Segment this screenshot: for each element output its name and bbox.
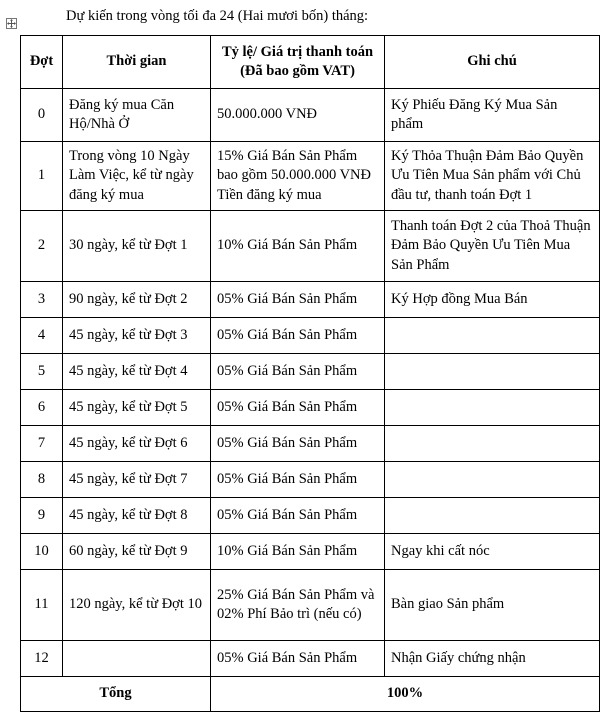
table-row [21,534,600,570]
table-move-handle-icon[interactable] [6,18,17,29]
cell-thoi-gian: 45 ngày, kể từ Đợt 5 [63,390,211,426]
table-row [21,641,600,677]
cell-dot: 2 [21,211,63,282]
table-row [21,426,600,462]
cell-thoi-gian: 30 ngày, kể từ Đợt 1 [63,211,211,282]
table-row [21,89,600,142]
cell-ty-le: 50.000.000 VNĐ [211,89,385,142]
cell-thoi-gian: Trong vòng 10 Ngày Làm Việc, kể từ ngày đăng ký mua [63,142,211,211]
cell-ty-le: 05% Giá Bán Sản Phẩm [211,641,385,677]
cell-thoi-gian: 60 ngày, kể từ Đợt 9 [63,534,211,570]
cell-ty-le: 05% Giá Bán Sản Phẩm [211,426,385,462]
cell-ty-le: 10% Giá Bán Sản Phẩm [211,534,385,570]
cell-thoi-gian: 45 ngày, kể từ Đợt 6 [63,426,211,462]
cell-dot: 4 [21,318,63,354]
cell-thoi-gian: 90 ngày, kể từ Đợt 2 [63,282,211,318]
cell-ghi-chu [385,498,600,534]
cell-ghi-chu: Ký Phiếu Đăng Ký Mua Sản phẩm [385,89,600,142]
table-row [21,142,600,211]
table-row [21,318,600,354]
cell-dot: 8 [21,462,63,498]
table-row [21,498,600,534]
total-value: 100% [211,677,600,712]
header-ty-le: Tỷ lệ/ Giá trị thanh toán (Đã bao gồm VAT) [211,36,385,89]
cell-ghi-chu [385,426,600,462]
header-ghi-chu: Ghi chú [385,36,600,89]
header-row [21,36,600,89]
table-row [21,211,600,282]
cell-ty-le: 05% Giá Bán Sản Phẩm [211,318,385,354]
cell-ghi-chu: Bàn giao Sản phẩm [385,570,600,641]
cell-thoi-gian: 45 ngày, kể từ Đợt 4 [63,354,211,390]
cell-ghi-chu: Thanh toán Đợt 2 của Thoả Thuận Đảm Bảo Quyền Ưu Tiên Mua Sản Phẩm [385,211,600,282]
cell-ty-le: 05% Giá Bán Sản Phẩm [211,498,385,534]
cell-ty-le: 10% Giá Bán Sản Phẩm [211,211,385,282]
header-dot: Đợt [21,36,63,89]
cell-ghi-chu [385,390,600,426]
cell-ghi-chu: Ngay khi cất nóc [385,534,600,570]
cell-dot: 6 [21,390,63,426]
intro-text: Dự kiến trong vòng tối đa 24 (Hai mươi bốn) tháng: [66,8,369,24]
cell-dot: 0 [21,89,63,142]
cell-ty-le: 05% Giá Bán Sản Phẩm [211,282,385,318]
header-thoi-gian: Thời gian [63,36,211,89]
cell-dot: 10 [21,534,63,570]
table-row [21,390,600,426]
cell-ty-le: 25% Giá Bán Sản Phẩm và 02% Phí Bảo trì (nếu có) [211,570,385,641]
cell-thoi-gian: 45 ngày, kể từ Đợt 7 [63,462,211,498]
cell-thoi-gian: 45 ngày, kể từ Đợt 3 [63,318,211,354]
total-row [21,677,600,712]
cell-ghi-chu [385,354,600,390]
table-row [21,462,600,498]
cell-ghi-chu: Nhận Giấy chứng nhận [385,641,600,677]
cell-dot: 11 [21,570,63,641]
cell-thoi-gian: Đăng ký mua Căn Hộ/Nhà Ở [63,89,211,142]
cell-dot: 3 [21,282,63,318]
cell-ty-le: 05% Giá Bán Sản Phẩm [211,390,385,426]
cell-thoi-gian: 45 ngày, kể từ Đợt 8 [63,498,211,534]
cell-dot: 9 [21,498,63,534]
cell-thoi-gian: 120 ngày, kể từ Đợt 10 [63,570,211,641]
cell-dot: 1 [21,142,63,211]
payment-schedule-table [20,35,600,712]
cell-ty-le: 05% Giá Bán Sản Phẩm [211,462,385,498]
cell-ghi-chu [385,318,600,354]
cell-ghi-chu [385,462,600,498]
table-row [21,282,600,318]
table-row [21,570,600,641]
cell-ghi-chu: Ký Hợp đồng Mua Bán [385,282,600,318]
cell-dot: 5 [21,354,63,390]
cell-ty-le: 15% Giá Bán Sản Phẩm bao gồm 50.000.000 VNĐ Tiền đăng ký mua [211,142,385,211]
table-row [21,354,600,390]
cell-ty-le: 05% Giá Bán Sản Phẩm [211,354,385,390]
cell-ghi-chu: Ký Thỏa Thuận Đảm Bảo Quyền Ưu Tiên Mua Sản phẩm với Chủ đầu tư, thanh toán Đợt 1 [385,142,600,211]
cell-dot: 7 [21,426,63,462]
total-label: Tổng [21,677,211,712]
cell-dot: 12 [21,641,63,677]
cell-thoi-gian [63,641,211,677]
